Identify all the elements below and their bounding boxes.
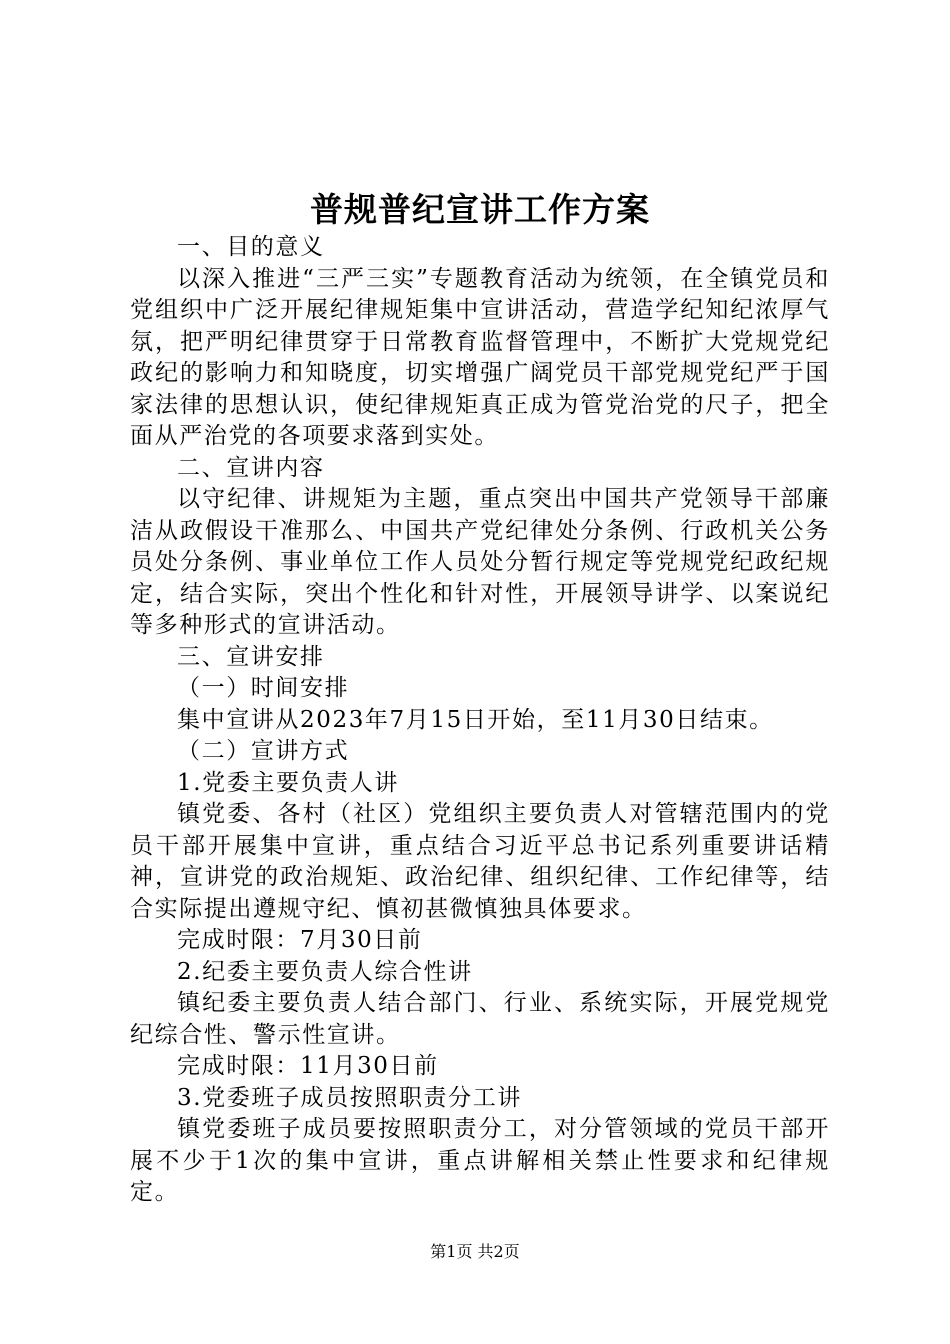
item-2-heading: 2.纪委主要负责人综合性讲	[177, 958, 473, 985]
document-page	[130, 180, 830, 1209]
heading-purpose: 一、目的意义	[177, 234, 325, 260]
item-2-deadline: 完成时限：11月30日前	[177, 1053, 439, 1079]
subheading-method: （二）宣讲方式	[177, 738, 350, 764]
paragraph-purpose: 以深入推进“三严三实”专题教育活动为统领，在全镇党员和党组织中广泛开展纪律规矩集中宣讲活动，营造学纪知纪浓厚气氛，把严明纪律贯穿于日常教育监督管理中，不断扩大党规党纪政纪的影响力和知晓度，切实增强广阔党员干部党规党纪严于国家法律的思想认识，使纪律规矩真正成为管党治党的尺子，把全面从严治党的各项要求落到实处。	[130, 265, 830, 449]
subheading-time: （一）时间安排	[177, 675, 350, 701]
paragraph-time: 集中宣讲从2023年7月15日开始，至11月30日结束。	[177, 706, 774, 733]
heading-arrangement: 三、宣讲安排	[177, 643, 325, 670]
item-3-heading: 3.党委班子成员按照职责分工讲	[177, 1084, 522, 1111]
page-footer: 第1页 共2页	[430, 1242, 520, 1261]
item-1-paragraph: 镇党委、各村（社区）党组织主要负责人对管辖范围内的党员干部开展集中宣讲，重点结合习近平总书记系列重要讲话精神，宣讲党的政治规矩、政治纪律、组织纪律、工作纪律等，结合实际提出遵规守纪、慎初甚微慎独具体要求。	[130, 801, 830, 922]
document-title: 普规普纪宣讲工作方案	[310, 190, 650, 229]
heading-content: 二、宣讲内容	[177, 454, 325, 481]
item-1-deadline: 完成时限：7月30日前	[177, 927, 423, 953]
item-1-heading: 1.党委主要负责人讲	[177, 769, 399, 796]
item-3-paragraph: 镇党委班子成员要按照职责分工，对分管领域的党员干部开展不少于1次的集中宣讲，重点讲解相关禁止性要求和纪律规定。	[130, 1116, 830, 1205]
item-2-paragraph: 镇纪委主要负责人结合部门、行业、系统实际，开展党规党纪综合性、警示性宣讲。	[130, 990, 830, 1048]
paragraph-content: 以守纪律、讲规矩为主题，重点突出中国共产党领导干部廉洁从政假设干准那么、中国共产党纪律处分条例、行政机关公务员处分条例、事业单位工作人员处分暂行规定等党规党纪政纪规定，结合实际，突出个性化和针对性，开展领导讲学、以案说纪等多种形式的宣讲活动。	[130, 486, 830, 638]
